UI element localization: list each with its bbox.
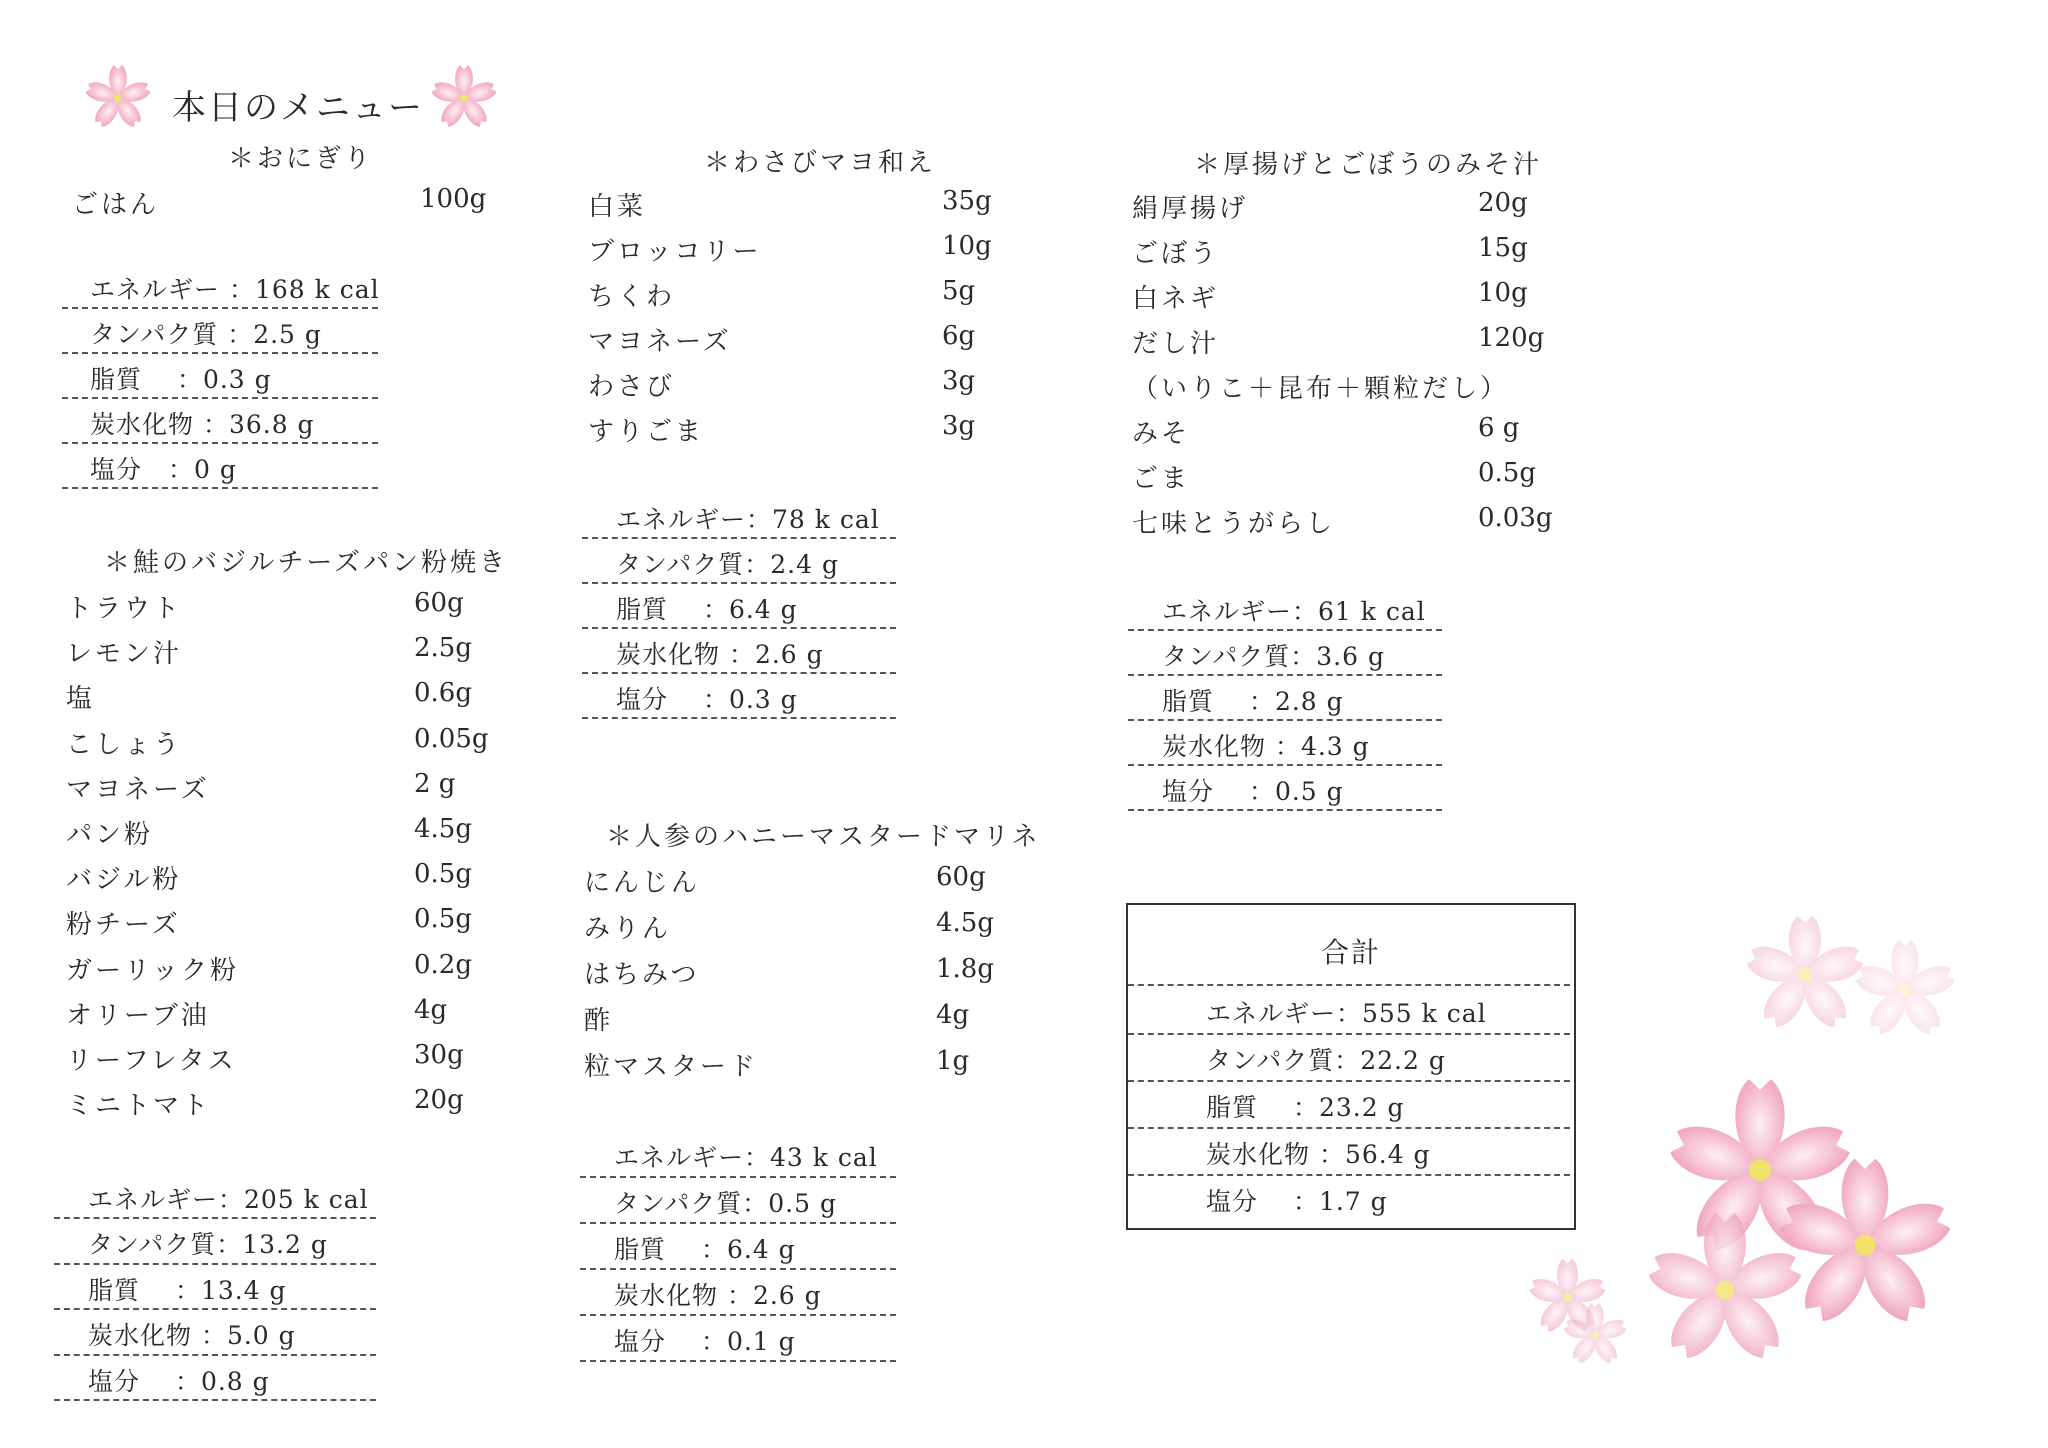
ingredient-name: レモン汁: [66, 639, 183, 670]
ingredient-amount: 1g: [936, 1046, 970, 1076]
nutrition-row: 塩分 ：0.5 g: [1162, 777, 1344, 806]
ingredient-amount: 120g: [1478, 323, 1545, 353]
ingredient-name: マヨネーズ: [66, 774, 210, 805]
dashed-divider: [54, 1354, 376, 1356]
dashed-divider: [582, 627, 896, 629]
dish-title-miso: ＊厚揚げとごぼうのみそ汁: [1194, 150, 1543, 180]
ingredient-name: 酢: [584, 1006, 614, 1036]
nutrition-row: 塩分 ：0.1 g: [614, 1327, 796, 1356]
ingredient-name: すりごま: [588, 417, 705, 447]
nutrition-row: エネルギー：78 k cal: [616, 505, 880, 534]
ingredient-name: 粒マスタード: [584, 1052, 759, 1082]
dashed-divider: [580, 1360, 896, 1362]
dashed-divider: [582, 672, 896, 674]
dashed-divider: [62, 352, 378, 354]
dashed-divider: [54, 1263, 376, 1265]
nutrition-row: タンパク質：3.6 g: [1162, 642, 1385, 671]
ingredient-amount: 0.2g: [414, 949, 472, 980]
nutrition-row: 炭水化物 ：2.6 g: [614, 1281, 822, 1310]
dish-title-wasabi: ＊わさびマヨ和え: [704, 148, 937, 178]
ingredient-name: ごはん: [72, 190, 160, 220]
nutrition-row: タンパク質：22.2 g: [1206, 1046, 1446, 1075]
nutrition-row: エネルギー：555 k cal: [1206, 999, 1487, 1028]
ingredient-name: にんじん: [584, 868, 701, 898]
sakura-icon: [82, 62, 154, 134]
ingredient-amount: 6 g: [1478, 413, 1520, 443]
ingredient-name: 絹厚揚げ: [1132, 194, 1249, 224]
dashed-divider: [1128, 764, 1442, 766]
nutrition-row: 塩分 ：0 g: [90, 455, 237, 484]
ingredient-amount: 2.5g: [414, 633, 472, 664]
dashed-divider: [580, 1314, 896, 1316]
nutrition-row: 炭水化物 ：5.0 g: [88, 1321, 296, 1351]
dashed-divider: [1128, 1080, 1570, 1082]
nutrition-row: エネルギー：43 k cal: [614, 1143, 878, 1172]
dashed-divider: [62, 487, 378, 489]
ingredient-name: ミニトマト: [66, 1091, 212, 1122]
nutrition-row: 塩分 ：1.7 g: [1206, 1187, 1388, 1216]
ingredient-amount: 20g: [414, 1085, 464, 1116]
nutrition-row: タンパク質：0.5 g: [614, 1189, 837, 1218]
ingredient-amount: 3g: [942, 411, 976, 441]
dashed-divider: [582, 582, 896, 584]
ingredient-name: オリーブ油: [66, 1000, 210, 1031]
dashed-divider: [582, 717, 896, 719]
dish-title-salmon: ＊鮭のバジルチーズパン粉焼き: [104, 548, 509, 578]
nutrition-row: 脂質 ：0.3 g: [90, 365, 272, 394]
ingredient-amount: 0.05g: [414, 723, 489, 754]
ingredient-name: マヨネーズ: [588, 327, 732, 357]
nutrition-row: タンパク質：13.2 g: [88, 1230, 328, 1260]
page-title: 本日のメニュー: [172, 88, 424, 128]
dashed-divider: [1128, 809, 1442, 811]
ingredient-name: ガーリック粉: [66, 955, 239, 986]
dashed-divider: [62, 307, 378, 309]
sakura-icon: [428, 62, 500, 134]
ingredient-amount: 5g: [942, 276, 976, 306]
ingredient-amount: 15g: [1478, 233, 1528, 263]
ingredient-amount: 0.6g: [414, 678, 472, 709]
ingredient-amount: 4g: [936, 1000, 970, 1030]
ingredient-amount: 4g: [414, 994, 448, 1025]
dashed-divider: [1128, 984, 1570, 986]
dashed-divider: [1128, 1127, 1570, 1129]
dashed-divider: [580, 1176, 896, 1178]
ingredient-amount: 0.5g: [1478, 458, 1536, 488]
ingredient-name: みそ: [1132, 419, 1191, 449]
ingredient-amount: 100g: [420, 184, 487, 214]
nutrition-row: エネルギー：61 k cal: [1162, 597, 1426, 626]
ingredient-amount: 35g: [942, 186, 992, 216]
ingredient-amount: 0.5g: [414, 859, 472, 890]
dashed-divider: [1128, 1033, 1570, 1035]
sakura-decoration-icon: [1640, 1205, 1810, 1375]
dashed-divider: [580, 1268, 896, 1270]
nutrition-row: エネルギー：205 k cal: [88, 1185, 369, 1214]
ingredient-name: パン粉: [66, 820, 154, 850]
nutrition-row: 脂質 ：6.4 g: [616, 595, 798, 624]
ingredient-amount: 10g: [942, 231, 992, 261]
nutrition-row: 脂質 ：2.8 g: [1162, 687, 1344, 716]
ingredient-amount: 6g: [942, 321, 976, 351]
ingredient-name: だし汁: [1132, 329, 1220, 359]
sakura-decoration-icon: [1560, 1300, 1630, 1370]
ingredient-amount: 4.5g: [936, 908, 994, 938]
ingredient-name: わさび: [588, 372, 676, 402]
dashed-divider: [580, 1222, 896, 1224]
nutrition-row: 炭水化物 ：56.4 g: [1206, 1140, 1431, 1169]
nutrition-row: 炭水化物 ：36.8 g: [90, 410, 315, 439]
dashed-divider: [62, 442, 378, 444]
ingredient-amount: 0.5g: [414, 904, 472, 935]
dashed-divider: [62, 397, 378, 399]
dish-title-onigiri: ＊おにぎり: [228, 144, 374, 174]
ingredient-name: バジル粉: [66, 865, 182, 896]
sakura-decoration-icon: [1850, 935, 1960, 1045]
dashed-divider: [1128, 674, 1442, 676]
ingredient-name: はちみつ: [584, 960, 700, 990]
dish-title-carrot: ＊人参のハニーマスタードマリネ: [606, 822, 1041, 852]
dashed-divider: [1128, 629, 1442, 631]
nutrition-row: 脂質 ：13.4 g: [88, 1275, 287, 1305]
ingredient-amount: 10g: [1478, 278, 1528, 308]
nutrition-row: 塩分 ：0.8 g: [88, 1366, 270, 1396]
ingredient-name: リーフレタス: [66, 1046, 237, 1076]
ingredient-name: ちくわ: [588, 282, 676, 312]
ingredient-amount: 1.8g: [936, 954, 994, 984]
ingredient-name: 粉チーズ: [66, 910, 181, 941]
ingredient-name: 七味とうがらし: [1132, 509, 1336, 539]
dashed-divider: [1128, 719, 1442, 721]
ingredient-name: ごぼう: [1132, 239, 1220, 269]
ingredient-name: （いりこ＋昆布＋顆粒だし）: [1132, 374, 1510, 404]
dashed-divider: [54, 1399, 376, 1401]
ingredient-name: みりん: [584, 914, 672, 944]
ingredient-name: 白ネギ: [1132, 284, 1220, 314]
ingredient-name: 白菜: [588, 192, 647, 222]
dashed-divider: [582, 537, 896, 539]
nutrition-row: タンパク質：2.4 g: [616, 550, 839, 579]
ingredient-name: ごま: [1132, 464, 1191, 494]
nutrition-row: 炭水化物 ：2.6 g: [616, 640, 824, 669]
ingredient-name: こしょう: [66, 729, 183, 760]
nutrition-row: 脂質 ：6.4 g: [614, 1235, 796, 1264]
ingredient-amount: 2 g: [414, 768, 456, 799]
dashed-divider: [1128, 1174, 1570, 1176]
ingredient-name: ブロッコリー: [588, 237, 762, 267]
ingredient-amount: 20g: [1478, 188, 1528, 218]
ingredient-amount: 60g: [414, 588, 464, 618]
nutrition-row: 炭水化物 ：4.3 g: [1162, 732, 1370, 761]
ingredient-name: トラウト: [66, 594, 183, 624]
nutrition-row: エネルギー ：168 k cal: [90, 275, 380, 304]
ingredient-name: 塩: [66, 684, 96, 715]
dashed-divider: [54, 1308, 376, 1310]
total-title: 合計: [1320, 936, 1381, 969]
nutrition-row: 塩分 ：0.3 g: [616, 685, 798, 714]
ingredient-amount: 0.03g: [1478, 503, 1553, 533]
ingredient-amount: 4.5g: [414, 814, 472, 844]
nutrition-row: タンパク質 ：2.5 g: [90, 320, 322, 349]
nutrition-row: 脂質 ：23.2 g: [1206, 1093, 1405, 1122]
ingredient-amount: 30g: [414, 1040, 464, 1070]
ingredient-amount: 60g: [936, 862, 986, 892]
ingredient-amount: 3g: [942, 366, 976, 396]
dashed-divider: [54, 1217, 376, 1219]
